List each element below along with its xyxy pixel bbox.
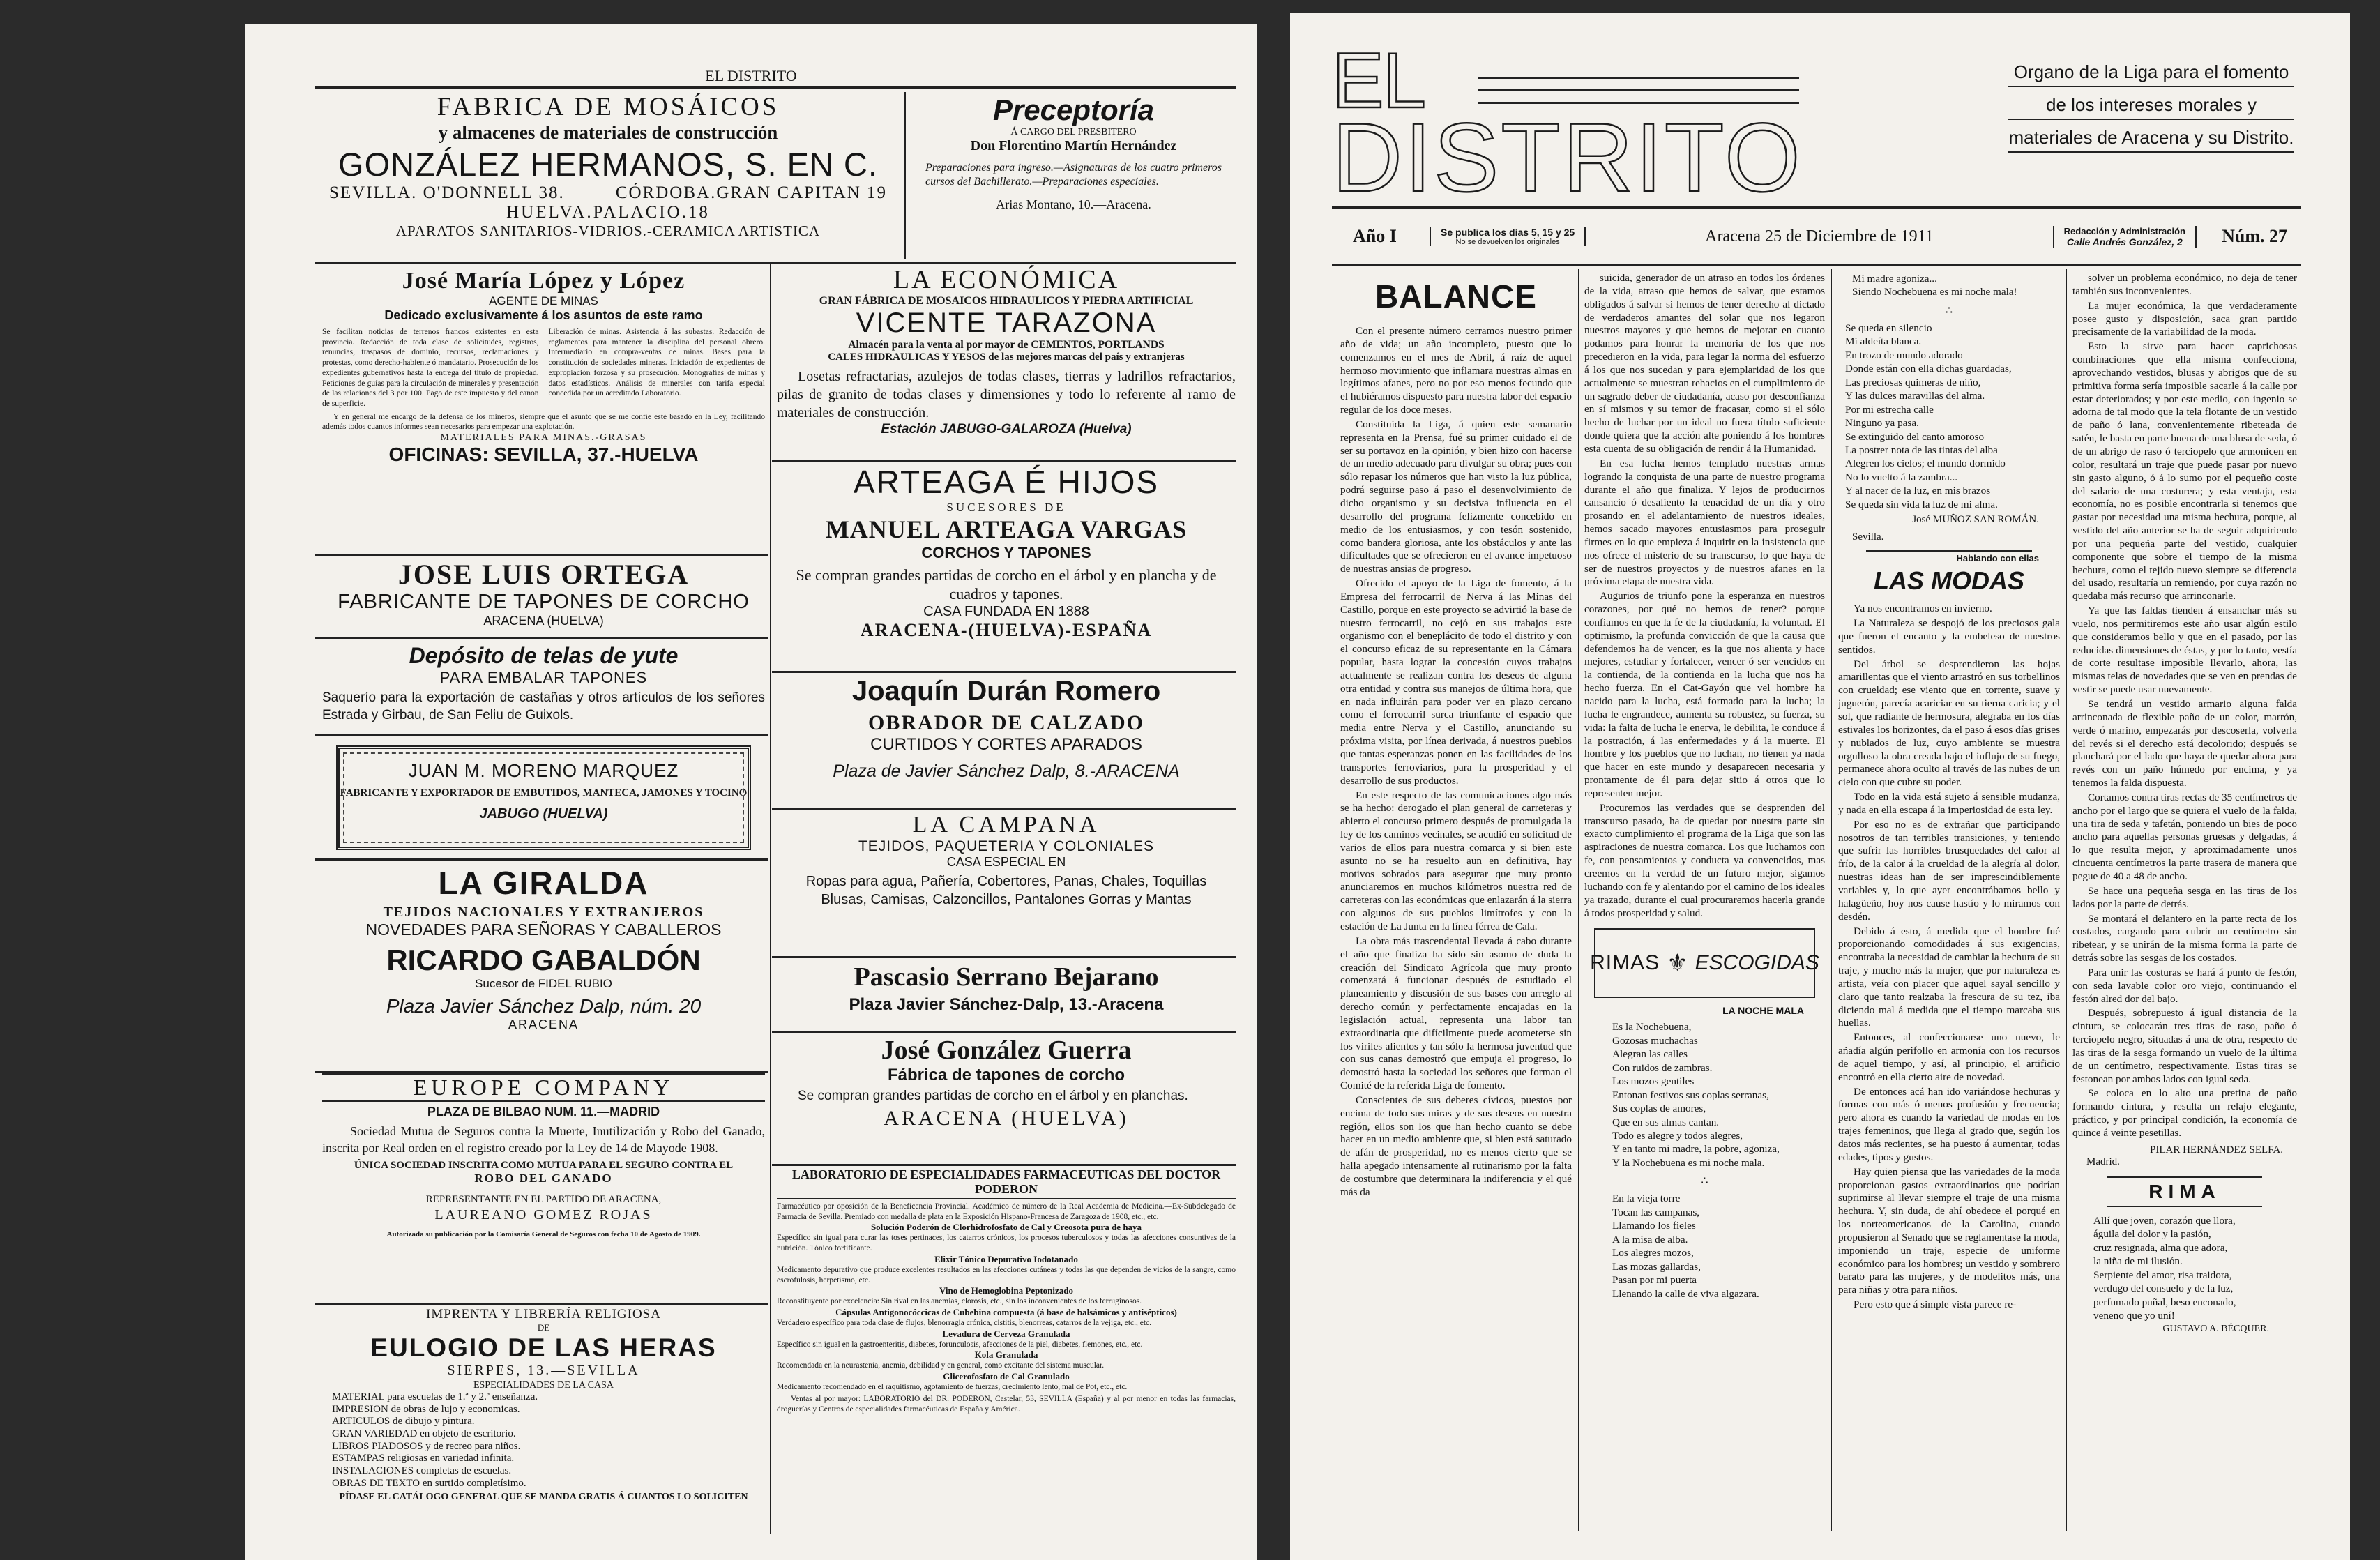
paragraph: solver un problema económico, no deja de tener también sus inconvenientes. [2072,272,2297,297]
ad-duran-l1: OBRADOR DE CALZADO [867,711,1145,734]
poem-line: Y la Nochebuena es mi noche mala. [1612,1156,1765,1169]
ad-lopez [322,268,765,550]
poem-line: Gozosas muchachas [1612,1034,1698,1047]
poem-noche-part3 [1838,272,2060,299]
article-balance [1340,272,1572,1534]
ad-arteaga-title: ARTEAGA É HIJOS [853,464,1160,500]
ad-lopez-tail2: MATERIALES PARA MINAS.-GRASAS [440,432,647,444]
ad-europe [322,1073,765,1303]
lab-item-text: Específico sin igual para curar las toses pertinaces, los catarros crónicos, los procesos tuberculosos y todas las afecciones consuntivas de la nutrición. Tónico fortificante. [777,1234,1236,1253]
rima-author: GUSTAVO A. BÉCQUER. [2162,1324,2269,1335]
ad-arteaga-l5: ARACENA-(HUELVA)-ESPAÑA [860,619,1153,640]
ad-europe-l6: LAUREANO GOMEZ ROJAS [434,1206,653,1222]
ad-libreria-l1: IMPRENTA Y LIBRERÍA RELIGIOSA [426,1307,661,1322]
ad-lopez-col2: Liberación de minas. Asistencia á las subastas. Redacción de reglamentos para mantener la disciplina del personal obrero. Intermediario en compra-ventas de minas. Bases para la constitución de sociedades mineras. Iniciación de expedientes de expropiación forzosa y su prosecución. Monografías de minas y datos estadísticos. Análisis de minerales con tarifa especial concedida por un acreditado Laboratorio. [548,328,765,398]
paragraph: Procuremos las verdades que se desprenden del transcurso pasado, ha de quedar por nuestra parte sin exacto cumplimiento el programa de la Liga que son las aspiraciones de nuestra comarca. Los que luchamos con fe, con pensamientos y conducta ya convencidos, mas creemos en la verdad de un futuro mejor, sigamos luchando con fe y alentando por el camino de los ideales ya trazado, durante el cual procuraremos hacerla grande á todos prosperidad y salud. [1584,801,1825,919]
ad-preceptoria-l2: Don Florentino Martín Hernández [970,138,1177,153]
rule [315,554,768,556]
ad-mosaicos-company: GONZÁLEZ HERMANOS, S. EN C. [338,146,878,183]
poem-line: Allí que joven, corazón que llora, [2093,1214,2236,1227]
paragraph: Se tendrá un vestido armario alguna falda arrinconada de flexible paño de un color, marrón, verde ó marino, empezarás por descoserla, volverla del revés si el derecho está decolorido; después se planchará por el lado que haya de quedar ahora para revés con un paño húmedo por encima, y ya tenemos la falda dispuesta. [2072,698,2297,789]
rule [315,1303,768,1305]
ad-moreno-l1: JUAN M. MORENO MARQUEZ [408,760,679,781]
ad-economica-l2: Almacén para la venta al por mayor de CEMENTOS, PORTLANDS [848,339,1165,351]
ad-ortega-title: JOSE LUIS ORTEGA [397,559,690,590]
lab-item-text: Verdadero específico para toda clase de flujos, blenorragia crónica, cistitis, blenorreas, catarros de la vejiga, etc., etc. [777,1319,1152,1328]
issue-pub [1430,227,1586,246]
ad-lopez-title: José María López y López [402,268,685,294]
masthead-distrito [1332,116,2029,205]
ad-economica-station: Estación JABUGO-GALAROZA (Huelva) [881,422,1132,437]
ad-laboratorio-intro: Farmacéutico por oposición de la Beneficencia Provincial. Académico de número de la Real Academia de Medicina.—Ex-Subdelegado de Farmacia de Sevilla. Premiado con medalla de plata en la Exposición Hispano-Francesa de Zaragoza de 1908, etc., etc. [777,1202,1236,1221]
divider [904,92,906,259]
ad-europe-l3: ÚNICA SOCIEDAD INSCRITA COMO MUTUA PARA EL SEGURO CONTRA EL [354,1159,734,1171]
ad-ortega-l2: ARACENA (HUELVA) [483,614,604,628]
poem-line: veneno que yo uní! [2093,1310,2175,1322]
paragraph: Esto la sirve para hacer caprichosas combinaciones que ella misma confecciona, aprovechando vestidos, blusas y abrigos que de su primitiva forma sería imposible sacarle á la calle por estar deteriorados; y por este medio, con ingenio se adorna de tal modo que la tela flotante de un vestido de paño ó lana, convenientemente ribeteada de satén, le basta en parte buena de una blusa de seda, ó de un abrigo de raso ó terciopelo que armonicen en color, resultará un traje que puede pasar por nuevo sin gasto alguno, ó á lo sumo por el pequeño coste del salario de una costurera; y esta ventaja, esta economía, no es posible encontrarla si tenemos que gastar por necesidad una misma hechura, porque, al vestido del año anterior se ha de seguir adquiriendo por una pequeña parte del vestido, cualquier componente que sobre el tiempo de la misma hechura, como el tejido nuevo siempre se diferencia del usado, resultaría un remiendo, por cuya razón no quedaba más recurso que arrinconarle. [2072,340,2297,603]
ad-libreria-l2: DE [537,1322,550,1333]
paragraph: Después, sobrepuesto á igual distancia de la cintura, se colocarán tres tiras de raso, paño ó terciopelo negro, situadas á una de otra, respecto de las tiras de la sesga formando un vuelo de la última de un centímetro, respectivamente. Estas tiras se festonean por ambos lados con igual seda. [2072,1007,2297,1085]
ad-serrano-l1: Plaza Javier Sánchez-Dalp, 13.-Aracena [849,995,1164,1014]
rule [772,1031,1236,1033]
column-divider [1578,269,1579,1531]
ad-libreria-foot: PÍDASE EL CATÁLOGO GENERAL QUE SE MANDA GRATIS Á CUANTOS LO SOLICITEN [339,1491,748,1502]
ad-giralda-title: LA GIRALDA [438,865,649,901]
poem-line: Que en sus almas cantan. [1612,1116,1720,1128]
ad-economica-title: LA ECONÓMICA [893,265,1120,294]
rule [315,858,768,861]
issue-admin-line1: Redacción y Administración [2063,225,2185,236]
column-divider [1831,269,1832,1531]
column-divider [770,264,771,1534]
ad-ortega-l1: FABRICANTE DE TAPONES DE CORCHO [338,591,750,613]
article-balance-title: BALANCE [1375,278,1537,315]
issue-pub-line1: Se publica los días 5, 15 y 25 [1441,227,1575,238]
ad-gonzalez-l3: ARACENA (HUELVA) [884,1106,1129,1130]
rimas-title: RIMAS [1590,951,1660,975]
ad-europe-title: EUROPE COMPANY [322,1073,765,1102]
ad-yute-l2: Saquerío para la exportación de castañas y otros artículos de los señores Estrada y Girbau, de San Feliu de Guixols. [322,690,765,722]
poem-line: Llamando los fieles [1612,1220,1696,1232]
poem-line: águila del dolor y la pasión, [2093,1228,2211,1241]
lab-item-text: Reconstituyente por excelencia: Sin rival en las anemias, clorosis, etc., sin los inconvenientes de los ferruginosos. [777,1297,1142,1306]
ad-moreno [336,745,751,850]
ad-europe-l1: PLAZA DE BILBAO NUM. 11.—MADRID [427,1105,660,1119]
ad-europe-l7: Autorizada su publicación por la Comisaría General de Seguros con fecha 10 de Agosto de 1909. [386,1229,701,1239]
poem-line: La postrer nota de las tintas del alba [1845,444,1998,456]
modas-place: Madrid. [2086,1156,2120,1167]
ad-giralda-l1: TEJIDOS NACIONALES Y EXTRANJEROS [383,904,704,920]
rimas-banner [1590,928,1819,998]
masthead-line1: EL [1332,49,1425,119]
ad-economica-l3: CALES HIDRAULICAS Y YESOS de las mejores marcas del país y extranjeras [828,351,1185,363]
modas-title: LAS MODAS [1874,566,2024,596]
organo-text: Organo de la Liga para el fomento de los intereses morales y materiales de Aracena y su Distrito. [2008,56,2294,154]
paragraph: La mujer económica, la que verdaderamente posee gusto y disposición, saca gran partido precisamente de la variabilidad de la moda. [2072,299,2297,338]
ad-preceptoria-l3: Preparaciones para ingreso.—Asignaturas de los cuatro primeros cursos del Bachillerato.—Preparaciones especiales. [925,162,1222,188]
poem-line: No lo vuelto á la zambra... [1845,471,1958,483]
ad-campana-title: LA CAMPANA [912,812,1100,838]
ad-europe-l4: ROBO DEL GANADO [474,1171,613,1185]
paragraph: De entonces acá han ido variándose hechuras y formas con más ó menos profusión y frecuencia; pero ahora es cuando la variedad de modas en los trajes femeninos, que llega al grado que, según los datos más recientes, se ha puesto á aumentar, todas edades, tipos y gustos. [1838,1085,2060,1163]
asterism-icon: ∴ [1701,1175,1708,1188]
poem-line: Pasan por mi puerta [1612,1274,1697,1287]
paragraph: Se hace una pequeña sesga en las tiras de los lados por la parte de detrás. [2072,884,2297,910]
poem-line: Y al nacer de la luz, en mis brazos [1845,485,1991,497]
paragraph: En este respecto de las comunicaciones algo más se ha hecho: derogado el plan general de carreteras y abierto el concurso primero después de promulgada la ley de los caminos vecinales, se acudió en solicitud de varios de ellos para nuestra comarca y si bien este asunto no se ha resuelto aun en definitiva, hay motivos sobrados para asegurar que muy pronto anunciaremos en muchos kilómetros nuestra red de carreteras con las económicas que enlazarán á la sierra con algunos de sus pueblos limítrofes y con la estación de La Junta en la línea férrea de Cala. [1340,789,1572,932]
ad-duran-l2: CURTIDOS Y CORTES APARADOS [870,735,1142,754]
issue-bar [1332,212,2301,261]
ad-arteaga-l2: CORCHOS Y TAPONES [921,544,1091,561]
poem-line: Las mozas gallardas, [1612,1260,1701,1273]
ad-mosaicos-cordoba: CÓRDOBA.GRAN CAPITAN 19 [615,183,887,202]
column-divider [2066,269,2067,1531]
asterism-icon: ∴ [1945,304,1953,317]
poem-line: Las preciosas quimeras de niño, [1845,376,1981,388]
list-item: INSTALACIONES completas de escuelas. [332,1465,512,1477]
poem-line: Es la Nochebuena, [1612,1021,1692,1033]
ad-economica-l1: GRAN FÁBRICA DE MOSAICOS HIDRAULICOS Y PIEDRA ARTIFICIAL [819,295,1194,307]
article-balance-body [1340,325,1572,1199]
ad-mosaicos-sub: y almacenes de materiales de construcción [438,122,778,143]
ad-mosaicos-huelva: HUELVA.PALACIO.18 [506,203,710,222]
list-item: LIBROS PIADOSOS y de recreo para niños. [332,1440,521,1452]
poem-line: Por mi estrecha calle [1845,403,1934,416]
article-balance-continued [1584,272,1825,920]
paragraph: Cortamos contra tiras rectas de 35 centímetros de ancho por el largo que se quiera el vuelo de la falda, una tira de seda y tafetán, poniendo un bies de poco ancho para aquellas personas gruesas y delgadas, á lo que resulta mejor, y aproximadamente unos cincuenta centímetros la parte trasera de manera que pegue de 40 a 48 de ancho. [2072,791,2297,882]
ad-mosaicos-products: APARATOS SANITARIOS-VIDRIOS.-CERAMICA ARTISTICA [395,222,821,239]
ad-libreria-l4: ESPECIALIDADES DE LA CASA [473,1380,614,1391]
poem-line: Sus coplas de amores, [1612,1103,1706,1115]
lab-item-title: Cápsulas Antigonocóccicas de Cubebina compuesta (á base de balsámicos y antisépticos) [835,1307,1177,1318]
poem-line: Y las dulces maravillas del alma. [1845,390,1985,402]
bar-top-rule [1332,206,2301,209]
issue-date: Aracena 25 de Diciembre de 1911 [1705,227,1934,245]
poem-line: Se extinguido del canto amoroso [1845,430,1985,443]
running-head: EL DISTRITO [705,67,797,84]
paragraph: La Naturaleza se despojó de los preciosos gala que fueron el encanto y la embeleso de nuestros sentidos. [1838,617,2060,656]
poem-line: Todo es alegre y todos alegres, [1612,1129,1743,1142]
poem-line: Mi aldeíta blanca. [1845,335,1922,348]
ad-lopez-cols [322,327,765,409]
lab-item-title: Vino de Hemoglobina Peptonizado [939,1285,1073,1296]
list-item: MATERIAL para escuelas de 1.ª y 2.ª enseñanza. [332,1391,538,1402]
paragraph: Se coloca en lo alto una pretina de paño formando cintura, y resulta un relajo elegante, práctico, y por principal condición, la economía de quince á veinte pesetillas. [2072,1087,2297,1139]
ad-preceptoria-l1: Á CARGO DEL PRESBITERO [1010,127,1137,137]
ad-giralda-l4: Plaza Javier Sánchez Dalp, núm. 20 [386,995,702,1017]
paragraph: Ofrecido el apoyo de la Liga de fomento, á la Empresa del ferrocarril de Nerva á las Minas del Castillo, porque en este proyecto se advirtió la base de nuestro ferrocarril, no cejó en sus trabajos este organismo con el beneplácito de todo el distrito y con el concurso eficaz de su representante en la Cámara popular, hasta lograr la concesión cuyos trabajos actualmente se realizan contra los deseos de alguna otra entidad y contra sus manejos de última hora, que en nada influirán para poder ver en plazo cercano como el ferrocarril surca triunfante el espacio que media entre Nerva y el Castillo, anunciando su próxima visita, por línea derivada, á nuestros pueblos que tantas esperanzas ponen en las facilidades de los transportes ferroviarios, para la prosperidad y el desarrollo de sus productos. [1340,577,1572,787]
paragraph: Constituida la Liga, á quien este semanario representa en la Prensa, fué su primer cuidado el de ser su portavoz en la opinión, y bien hizo con hacerse de un medio adecuado para divulgar su obra; pues con sólo repasar los números que han visto la luz pública, podrá seguirse paso á paso el desenvolvimiento de dicho organismo y su decisiva influencia en el desarrollo del programa felizmente concebido en medio de los entusiasmos, y con tesón sostenido, como bandera gloriosa, ante los obstáculos y ante las dificultades que se ofrecieron en el avance impetuoso de nuestras ansias de progreso. [1340,418,1572,575]
list-item: ESTAMPAS religiosas en variedad infinita. [332,1453,515,1464]
ad-moreno-l2: FABRICANTE Y EXPORTADOR DE EMBUTIDOS, MANTECA, JAMONES Y TOCINO [340,787,748,798]
masthead-line [1478,102,1799,104]
poem-line: Y en tanto mi madre, la pobre, agoniza, [1612,1143,1780,1156]
ad-libreria-items [322,1391,765,1490]
lab-item-title: Glicerofosfato de Cal Granulado [943,1371,1070,1382]
issue-pub-line2: No se devuelven los originales [1455,238,1560,246]
header-rule [315,86,1236,89]
ad-lopez-col1: Se facilitan noticias de terrenos francos existentes en esta provincia. Redacción de toda clase de solicitudes, registros, renuncias, traspasos de dominio, recursos, reclamaciones y protestas, como derecho-habiente ó mandatario. Prosecución de los expedientes gubernativos hasta la entrega del título de propiedad. Peticiones de guías para la circulación de minerales y presentación de las relaciones del 3 por 100. Pago de este impuesto y del canon de superficie. [322,328,539,409]
paragraph: Para unir las costuras se hará á punto de festón, con seda lavable color oro viejo, continuando el festón alred dor del bajo. [2072,966,2297,1005]
poem-line: Entonan festivos sus coplas serranas, [1612,1089,1769,1101]
ad-serrano-title: Pascasio Serrano Bejarano [854,962,1159,992]
rule [772,808,1236,810]
list-item: IMPRESION de obras de lujo y economicas. [332,1403,520,1415]
poem-line: Los mozos gentiles [1612,1075,1695,1088]
organo-box [2008,56,2294,202]
poem-noche-part2 [1584,1192,1825,1301]
poem-line: Tocan las campanas, [1612,1206,1700,1218]
poem-line: Se queda sin vida la luz de mi alma. [1845,498,1998,510]
paragraph: Entonces, al confeccionarse uno nuevo, le añadía algún perifollo en armonía con los recursos de aquel tiempo, y así, al principio, el artificio encontró en ella cierto aire de novedad. [1838,1031,2060,1083]
article-modas-body [1838,603,2060,1312]
poem-line: verdugo del consuelo y de la luz, [2093,1282,2234,1295]
ad-arteaga-name: MANUEL ARTEAGA VARGAS [825,515,1188,543]
ad-yute [322,643,765,744]
rule [772,956,1236,958]
ad-libreria [322,1307,765,1544]
masthead-el [1332,49,1632,119]
bar-bottom-rule [1332,264,2301,266]
ad-giralda-name: RICARDO GABALDÓN [386,944,701,976]
ad-economica-name: VICENTE TARAZONA [856,308,1157,338]
rima-title: RIMA [2148,1180,2221,1202]
ad-gonzalez-l2: Se compran grandes partidas de corcho en el árbol y en planchas. [798,1089,1188,1103]
poem-line: Serpiente del amor, risa traidora, [2093,1269,2232,1281]
modas-author: PILAR HERNÁNDEZ SELFA. [2150,1144,2283,1156]
poem-line: A la misa de alba. [1612,1233,1688,1245]
poem-line: En la vieja torre [1612,1192,1681,1205]
rule [315,734,768,736]
poem-line: Donde están con ella dichas guardadas, [1845,363,2012,375]
ad-lopez-sub: AGENTE DE MINAS [489,294,598,308]
poem-line: Mi madre agoniza... [1852,273,1937,285]
paragraph: Con el presente número cerramos nuestro primer año de vida; un año incompleto, puesto que lo comenzamos en el mes de Abril, á raíz de aquel hermoso movimiento que inflamara nuestras almas en legítimos afanes, pero no por eso menos fecundo que el hubiéramos dispuesto para nuestra labor del espacio regular de los doce meses. [1340,325,1572,416]
poem-line: cruz resignada, alma que adora, [2093,1241,2228,1254]
ad-laboratorio-items [777,1222,1236,1392]
paragraph: La obra más trascendental llevada á cabo durante el año que finaliza ha sido sin asomo de duda la creación del Sindicato Agrícola que muy pronto comenzará á funcionar después de estudiado el planeamiento y discusión de sus bases con arreglo al derecho común y perfectamente encajadas en la legislación actual, representa una labor tan extraordinaria que difícilmente puede acometerse sin los viriles alientos y tan sólo la hermosa juventud que con sus canas demostró que empuja el progreso, lo demostró hasta la sociedad los señores que forman el Comité de la referida Liga de fomento. [1340,934,1572,1092]
poem-line: Alegran las calles [1612,1048,1688,1061]
lab-item-title: Solución Poderón de Clorhidrofosfato de Cal y Creosota pura de haya [870,1222,1142,1233]
ad-preceptoria-title: Preceptoría [992,93,1155,126]
poem-line: la niña de mi ilusión. [2093,1255,2183,1268]
ad-preceptoria [911,93,1236,261]
paragraph: Ya nos encontramos en invierno. [1854,603,1992,615]
paragraph: Pero esto que á simple vista parece re- [1854,1298,2017,1311]
ad-arteaga [777,463,1236,665]
poem-line: perfumado puñal, beso enconado, [2093,1296,2236,1308]
right-page [1290,13,2350,1560]
ad-arteaga-l1: SUCESORES DE [946,501,1066,514]
paragraph: Ya que las faldas tienden á ensanchar más su vuelo, nos permitiremos este año usar algún estilo que consideramos bello y que en el pasado, por las reducidas dimensiones de éstas, y por lo tanto, vestía de corte resultase imposible llevarlo, ahora, las mismas telas de novedades que se ven en prendas de vestir se puede usar nuevamente. [2072,605,2297,696]
list-item: GRAN VARIEDAD en objeto de escritorio. [332,1428,516,1440]
ad-europe-l5: REPRESENTANTE EN EL PARTIDO DE ARACENA, [425,1193,662,1205]
ad-economica-body: Losetas refractarias, azulejos de todas clases, tierras y ladrillos refractarios, pilas de granito de todas clases y dimensiones y todo lo referente al ramo de materiales de construcción. [777,369,1236,421]
rule [772,460,1236,462]
paragraph: Del árbol se desprendieron las hojas amarillentas que el viento arrastró en sus torbellinos con crueldad; ese viento que en torrente, suave y juguetón, parecía acariciar en su tierna caricia; y el sol, que radiante de hermosura, alegraba en los días estivales los horizontes, da el paso á esos días grises y nublados de luz, cuyo ambiente se muestra orgulloso la obra creada bajo el influjo de su fuego, permanece ahora oculto al través de las nubes de un cielo con que cubre su poder. [1838,658,2060,789]
noche-title: LA NOCHE MALA [1722,1005,1804,1017]
poem-noche-part4 [1838,321,2060,511]
article-modas-continued [2072,272,2297,1140]
rule [315,262,1236,264]
paragraph: Se montará el delantero en la parte recta de los costados, cargando para cubrir un centímetro sin ribetear, y se unirán de la misma forma la parte de detrás sobre las sesgas de los costados. [2072,912,2297,964]
issue-admin [2053,226,2197,248]
ad-duran [777,676,1236,808]
paragraph: suicida, generador de un atraso en todos los órdenes de la vida, atraso que hemos de salvar, que estamos obligados á salvar si hemos de tener derecho al dictado de verdaderos amantes del solar que nos legaron nuestros mayores y que hemos de mejorar en cuanto podamos para honrar la memoria de los que nos precedieron en la vida, para legar la norma del esfuerzo á los que nos sucedan y para ejemplaridad de los que actualmente se muestran rehacios en el cumplimiento de un sagrado deber de ciudadanía, acaso por desconfianza en sí mismos y su temor de fracasar, como si el sólo hecho de luchar por un ideal no fuera título suficiente donde quiera que la acción alte poniendo á los hombres esta cuenta de su obligación de rendir á la Humanidad. [1584,272,1825,455]
poem-author: José MUÑOZ SAN ROMÁN. [1912,514,2039,526]
poem-line: En trozo de mundo adorado [1845,349,1963,361]
issue-admin-line2: Calle Andrés González, 2 [2066,236,2183,248]
rule [772,1164,1236,1166]
ad-giralda [322,864,765,1087]
poem-line: Siendo Nochebuena es mi noche mala! [1852,286,2017,298]
ad-campana-l1: TEJIDOS, PAQUETERIA Y COLONIALES [858,838,1155,854]
paragraph: Augurios de triunfo pone la esperanza en nuestros corazones, por qué no hemos de tener? porque confiamos en que la fe de la ciudadanía, la voluntad. El optimismo, la profunda convicción de que la causa que defendemos ha de vencer, es la que nos alienta y hace mejores, estudiar y fortalecer, vencer ó ser vencidos en la contienda, de la contienda en la lucha que nos ha hecho fuerza. En el Cat-Gayón que vel hombre ha nacido para la lucha, está formado para la lucha; la lucha le engrandece, aumenta su robustez, su fuerza, su vida: la falta de lucha le enerva, le debilita, le conduce á la postración, á las enfermedades y á la muerte. El hombre y los pueblos que no luchan, no tienen ya nada que hacer en este mundo y desaparecen necesaria y prontamente de él para dejar sitio á otros que lo representen mejor. [1584,590,1825,799]
ad-mosaicos-title: FABRICA DE MOSÁICOS [437,93,780,121]
poem-line: Alegren los cielos; el mundo dormido [1845,457,2006,470]
paragraph: Debido á esto, á medida que el hombre fué proporcionando comodidades á sus exigencias, encontraba la necesidad de cambiar la hechura de su traje, y mucho más la mujer, que por naturaleza es artista, veía con placer que aquel sayal sencillo y claro que tanto realzaba la frescura de su tez, iba diciendo mal á medida que el tiempo marcaba sus huellas. [1838,925,2060,1029]
ad-lopez-offices: OFICINAS: SEVILLA, 37.-HUELVA [388,444,699,466]
ad-europe-l2: Sociedad Mutua de Seguros contra la Muerte, Inutilización y Robo del Ganado, inscrita por Real orden en el registro creado por la Ley de 14 de Mayode 1908. [322,1124,765,1155]
lab-item-text: Recomendada en la neurastenia, anemia, debilidad y en general, como excitante del sistema muscular. [777,1361,1105,1370]
masthead-line [1478,77,1799,79]
ad-libreria-title: EULOGIO DE LAS HERAS [370,1333,717,1362]
column-3 [1838,272,2060,1534]
ad-yute-title: Depósito de telas de yute [409,643,679,668]
ad-laboratorio [777,1167,1236,1547]
poem-line: Ninguno ya pasa. [1845,417,1919,430]
poem-line: Con ruidos de zambras. [1612,1061,1713,1074]
ad-libreria-l3: SIERPES, 13.—SEVILLA [447,1363,640,1378]
poem-line: Los alegres mozos, [1612,1247,1694,1259]
ad-lopez-tail: Y en general me encargo de la defensa de los mineros, siempre que el asunto que se me confíe esté basado en la Ley, facilitando además todos cuantos informes sean necesarios para empezar una explotación. [322,412,765,432]
paragraph: Por eso no es de extrañar que participando nosotros de tan terribles transiciones, y teniendo que sufrir las horribles brusquedades del calor al frío, de la calor á la crueldad de la alegría al dolor, nuestras ideas han de ser imprescindiblemente variables y, lo que ayer encontrábamos bello y halagüeño, hoy nos cause hastío y lo miramos con desdén. [1838,818,2060,923]
ad-campana [777,812,1236,972]
lab-item-title: Kola Granulada [974,1349,1038,1361]
ad-gonzalez-title: José González Guerra [881,1036,1132,1065]
poem-place: Sevilla. [1852,531,1884,543]
issue-number: Núm. 27 [2222,226,2287,246]
masthead-line [1478,89,1799,91]
lab-item-text: Medicamento recomendado en el raquitismo, agotamiento de fuerzas, crecimiento lento, mal de Pot, etc., etc. [777,1383,1128,1392]
ad-duran-l3: Plaza de Javier Sánchez Dalp, 8.-ARACENA [833,762,1180,781]
left-page [245,24,1257,1560]
lab-item-text: Específico sin igual en la gastroenteritis, diabetes, forunculosis, afecciones de la piel, diabetes, flemones, etc., etc. [777,1340,1143,1349]
ad-campana-l3: Ropas para agua, Pañería, Cobertores, Panas, Chales, Toquillas Blusas, Camisas, Calzoncillos, Pantalones Gorras y Mantas [805,874,1207,907]
list-item: ARTICULOS de dibujo y pintura. [332,1416,475,1428]
rule [772,671,1236,673]
ad-laboratorio-title: LABORATORIO DE ESPECIALIDADES FARMACEUTICAS DEL DOCTOR PODERON [777,1167,1236,1199]
lab-item-title: Elixir Tónico Depurativo Iodotanado [934,1253,1078,1264]
ad-mosaicos-cities [315,183,901,203]
rimas-title2: ESCOGIDAS [1695,951,1819,975]
paragraph: Conscientes de sus deberes cívicos, puestos por encima de todo sus miras y de sus deseos en nuestra región, ellos son los que han hecho cuanto se debe hacer en un medio ambiente que, si bien está saturado de afán de prosperidad, no es menos cierto que se halla apegado intensamente al rutinarismo por la falta de costumbre que determinara la indiferencia y el qué más da [1340,1093,1572,1198]
lab-item-title: Levadura de Cerveza Granulada [942,1328,1070,1339]
paragraph: Hay quien piensa que las variedades de la moda proporcionan gastos extraordinarios que podrían suprimirse al llevar siempre el traje de una misma hechura. Y, sin duda, de ahí obedece el porqué en los norteamericanos de la Carolina, cuando propusieron al Senado que se reglamentase la moda, imponiendo un traje, especie de uniforme económico para los hombres; un vestido y sombrero barato para las mujeres, y de modelitos más, una para niñas y otra para niños. [1838,1165,2060,1296]
lab-item-text: Medicamento depurativo que produce excelentes resultados en las afecciones cutáneas y todas las que dependen de vicios de la sangre, como escrofulosis, herpetismo, etc. [777,1265,1236,1285]
list-item: OBRAS DE TEXTO en surtido completísimo. [332,1477,526,1489]
ad-yute-l1: PARA EMBALAR TAPONES [439,669,648,686]
rule [315,637,768,639]
ad-giralda-l3: Sucesor de FIDEL RUBIO [475,977,612,990]
column-2 [1584,272,1825,1534]
ad-serrano [777,962,1236,1031]
ad-giralda-l2: NOVEDADES PARA SEÑORAS Y CABALLEROS [365,921,722,939]
modas-kicker: Hablando con ellas [1956,553,2039,564]
ad-mosaicos-sevilla: SEVILLA. O'DONNELL 38. [329,183,565,202]
ad-gonzalez-l1: Fábrica de tapones de corcho [887,1066,1125,1084]
paragraph: En esa lucha hemos templado nuestras armas logrando la conquista de una parte de nuestro programa durante el año que finaliza. Y lejos de producirnos cansancio ó desaliento la tenacidad de un día y otro prosando en el adelantamiento de nuestros ideales, hemos sacado mayores entusiasmos para proseguir firmes en lo que empieza á inquirir en la insistencia que nos ofrece el misterio de su transcurso, lo que haya de ser de nuestros proyectos y de nuestros afanes en la próxima etapa de nuestra vida. [1584,457,1825,588]
poem-line: Llenando la calle de viva algazara. [1612,1287,1759,1300]
ad-duran-title: Joaquín Durán Romero [851,676,1161,706]
masthead-line2: DISTRITO [1332,116,1803,205]
ad-campana-l2: CASA ESPECIAL EN [946,855,1066,869]
ad-giralda-l5: ARACENA [508,1017,579,1031]
poem-noche-part1 [1584,1020,1825,1169]
ad-mosaicos [315,92,901,262]
lyre-icon: ⚜ [1667,951,1688,977]
poem-rima [2072,1214,2297,1323]
ad-laboratorio-foot: Ventas al por mayor: LABORATORIO del DR. PODERON, Castelar, 53, SEVILLA (España) y al por menor en todas las farmacias, droguerías y Centros de especialidades farmacéuticas de España y América. [777,1394,1236,1414]
ad-moreno-l3: JABUGO (HUELVA) [479,806,608,821]
issue-year: Año I [1353,226,1397,246]
ad-ortega [322,558,765,635]
poem-line: Se queda en silencio [1845,321,1932,334]
ad-arteaga-l3: Se compran grandes partidas de corcho en el árbol y en plancha y de cuadros y tapones. [796,566,1217,603]
ad-economica [777,264,1236,456]
column-4 [2072,272,2297,1534]
ad-arteaga-l4: CASA FUNDADA EN 1888 [923,603,1089,619]
paragraph: Todo en la vida está sujeto á sensible mudanza, y nada en ella escapa á la imperiosidad de esta ley. [1838,791,2060,816]
ad-preceptoria-l4: Arias Montano, 10.—Aracena. [996,197,1151,211]
ad-gonzalez [777,1035,1236,1160]
ad-lopez-sub2: Dedicado exclusivamente á los asuntos de este ramo [384,308,703,322]
